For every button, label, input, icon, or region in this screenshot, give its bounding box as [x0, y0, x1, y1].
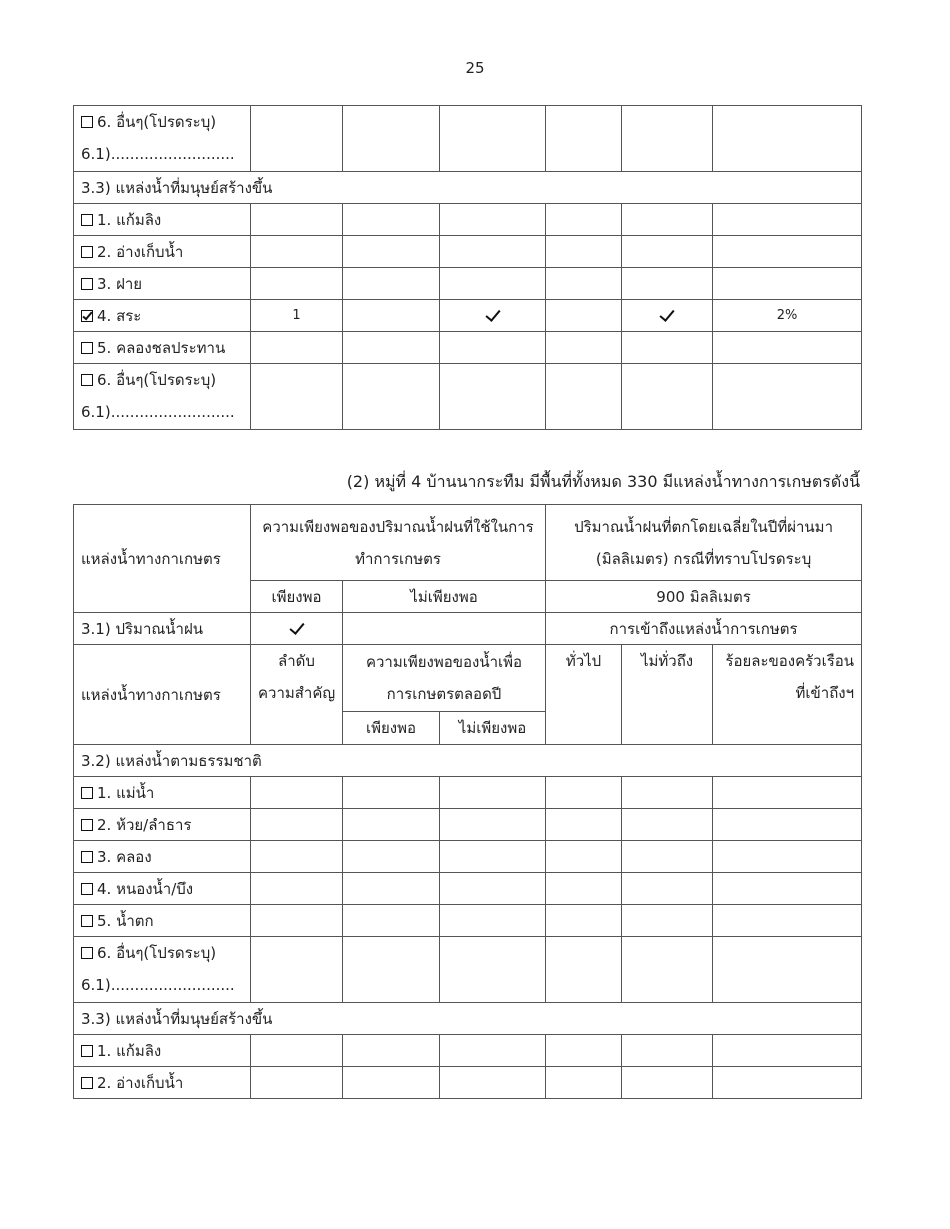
header-rain-sufficiency: ความเพียงพอของปริมาณน้ำฝนที่ใช้ในการ ทำการเกษตร: [251, 505, 546, 581]
section-man-made: 3.3) แหล่งน้ำที่มนุษย์สร้างขึ้น: [74, 172, 862, 204]
row-stream: 2. ห้วย/ลำธาร: [74, 809, 251, 841]
section-man-made: 3.3) แหล่งน้ำที่มนุษย์สร้างขึ้น: [74, 1003, 862, 1035]
checkbox[interactable]: [81, 342, 93, 354]
section-natural: 3.2) แหล่งน้ำตามธรรมชาติ: [74, 745, 862, 777]
water-source-table-village-4: [73, 504, 862, 1099]
section-caption: (2) หมู่ที่ 4 บ้านนากระทืม มีพื้นที่ทั้งหมด 330 มีแหล่งน้ำทางการเกษตรดังนี้: [346, 472, 860, 491]
check-mark-icon: [289, 619, 304, 635]
header-avg-rain: ปริมาณน้ำฝนที่ตกโดยเฉลี่ยในปีที่ผ่านมา (มิลลิเมตร) กรณีที่ทราบโปรดระบุ: [546, 505, 862, 581]
row-monkey-cheek: 1. แก้มลิง: [74, 204, 251, 236]
checkbox[interactable]: [81, 819, 93, 831]
row-reservoir: 2. อ่างเก็บน้ำ: [74, 236, 251, 268]
header-sufficient: เพียงพอ: [251, 581, 343, 613]
header-year-sufficiency: ความเพียงพอของน้ำเพื่อ การเกษตรตลอดปี: [343, 645, 546, 712]
check-mark-icon: [659, 306, 674, 322]
row-irrigation-canal: 5. คลองชลประทาน: [74, 332, 251, 364]
header-not-all: ไม่ทั่วถึง: [622, 645, 713, 745]
checkbox[interactable]: [81, 1077, 93, 1089]
row-weir: 3. ฝาย: [74, 268, 251, 300]
checkbox[interactable]: [81, 116, 93, 128]
rank-value: 1: [251, 300, 343, 332]
checkbox[interactable]: [81, 374, 93, 386]
row-river: 1. แม่น้ำ: [74, 777, 251, 809]
rain-mm-value: 900 มิลลิเมตร: [546, 581, 862, 613]
row-pond: 4. สระ: [74, 300, 251, 332]
check-mark-icon: [485, 306, 500, 322]
header-general: ทั่วไป: [546, 645, 622, 745]
percent-value: 2%: [713, 300, 862, 332]
checkbox[interactable]: [81, 278, 93, 290]
row-monkey-cheek: 1. แก้มลิง: [74, 1035, 251, 1067]
header-percent: ร้อยละของครัวเรือน ที่เข้าถึงฯ: [713, 645, 862, 745]
row-other: 6. อื่นๆ(โปรดระบุ) 6.1)..........................: [74, 937, 251, 1003]
water-source-table-village-3: [73, 105, 862, 430]
page-number: 25: [465, 59, 485, 77]
header-sufficient-2: เพียงพอ: [343, 712, 440, 745]
row-canal: 3. คลอง: [74, 841, 251, 873]
checkbox[interactable]: [81, 915, 93, 927]
checkbox-checked[interactable]: [81, 310, 93, 322]
header-source-2: แหล่งน้ำทางกาเกษตร: [74, 645, 251, 745]
row-reservoir: 2. อ่างเก็บน้ำ: [74, 1067, 251, 1099]
row-other: 6. อื่นๆ(โปรดระบุ) 6.1)..........................: [74, 364, 251, 430]
header-source: แหล่งน้ำทางกาเกษตร: [74, 505, 251, 613]
header-rank: ลำดับ ความสำคัญ: [251, 645, 343, 745]
row-swamp: 4. หนองน้ำ/บึง: [74, 873, 251, 905]
rain-row-label: 3.1) ปริมาณน้ำฝน: [74, 613, 251, 645]
checkbox[interactable]: [81, 787, 93, 799]
checkbox[interactable]: [81, 947, 93, 959]
checkbox[interactable]: [81, 246, 93, 258]
checkbox[interactable]: [81, 1045, 93, 1057]
checkbox[interactable]: [81, 851, 93, 863]
header-insufficient: ไม่เพียงพอ: [343, 581, 546, 613]
checkbox[interactable]: [81, 214, 93, 226]
header-insufficient-2: ไม่เพียงพอ: [440, 712, 546, 745]
row-waterfall: 5. น้ำตก: [74, 905, 251, 937]
row-other: 6. อื่นๆ(โปรดระบุ) 6.1)..........................: [74, 106, 251, 172]
checkbox[interactable]: [81, 883, 93, 895]
access-header: การเข้าถึงแหล่งน้ำการเกษตร: [546, 613, 862, 645]
